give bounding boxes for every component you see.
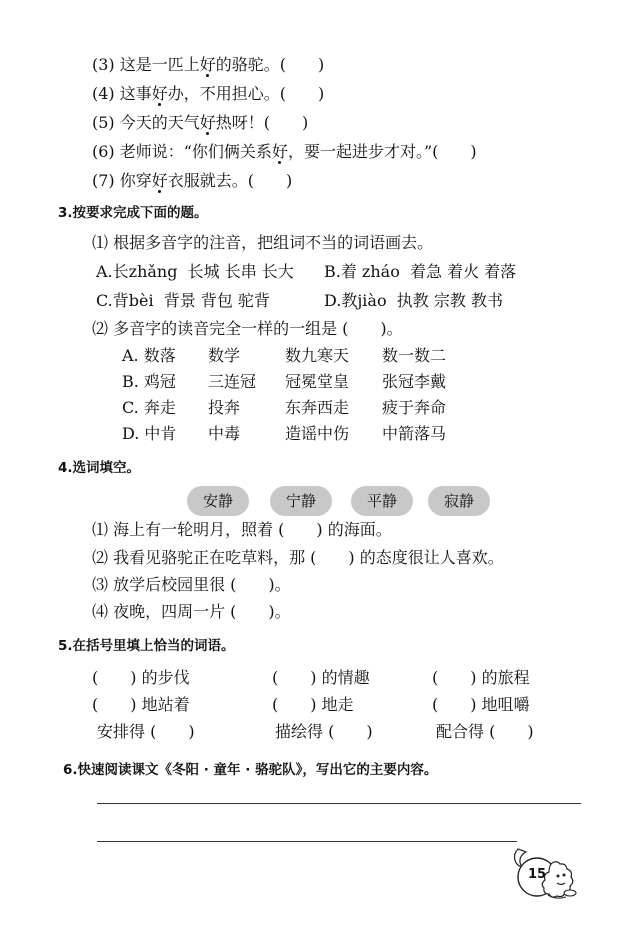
sec3-option-a: A.长zhǎng 长城 长串 长大 [96, 262, 294, 281]
section-4-heading: 4.选词填空。 [58, 460, 141, 476]
sec4-item-4: ⑷ 夜晚，四周一片 ( )。 [92, 602, 291, 621]
sec4-item-3: ⑶ 放学后校园里很 ( )。 [92, 575, 291, 594]
word-chip-3: 平静 [351, 486, 413, 516]
sec3-option-c: C.背bèi 背景 背包 驼背 [96, 291, 270, 310]
word-chip-4: 寂静 [428, 486, 490, 516]
page-number-badge [508, 845, 586, 901]
sec2-item-5: (5) 今天的天气好热呀！( ) [92, 113, 309, 132]
section-5-heading: 5.在括号里填上恰当的词语。 [58, 638, 235, 654]
section-6-heading: 6.快速阅读课文《冬阳 · 童年 · 骆驼队》，写出它的主要内容。 [63, 762, 438, 778]
sec3-question-2: ⑵ 多音字的读音完全一样的一组是 ( )。 [92, 319, 403, 338]
word-chip-2: 宁静 [270, 486, 332, 516]
section-3-heading: 3.按要求完成下面的题。 [58, 205, 208, 221]
page-number: 15 [527, 867, 547, 882]
sec3-option-d: D.教jiào 执教 宗教 教书 [324, 291, 503, 310]
sec3-question-1: ⑴ 根据多音字的注音，把组词不当的词语画去。 [92, 233, 434, 252]
sec3-option-b: B.着 zháo 着急 着火 着落 [324, 262, 517, 281]
answer-line-2[interactable] [97, 841, 517, 842]
word-chip-1: 安静 [187, 486, 249, 516]
sec4-item-1: ⑴ 海上有一轮明月，照着 ( ) 的海面。 [92, 520, 392, 539]
sec2-item-3: (3) 这是一匹上好的骆驼。( ) [92, 55, 325, 74]
sec2-item-6: (6) 老师说：“你们俩关系好，要一起进步才对。”( ) [92, 142, 477, 161]
sec2-item-7: (7) 你穿好衣服就去。( ) [92, 171, 293, 190]
sec4-item-2: ⑵ 我看见骆驼正在吃草料，那 ( ) 的态度很让人喜欢。 [92, 548, 504, 567]
answer-line-1[interactable] [97, 803, 581, 804]
sec2-item-4: (4) 这事好办，不用担心。( ) [92, 84, 325, 103]
